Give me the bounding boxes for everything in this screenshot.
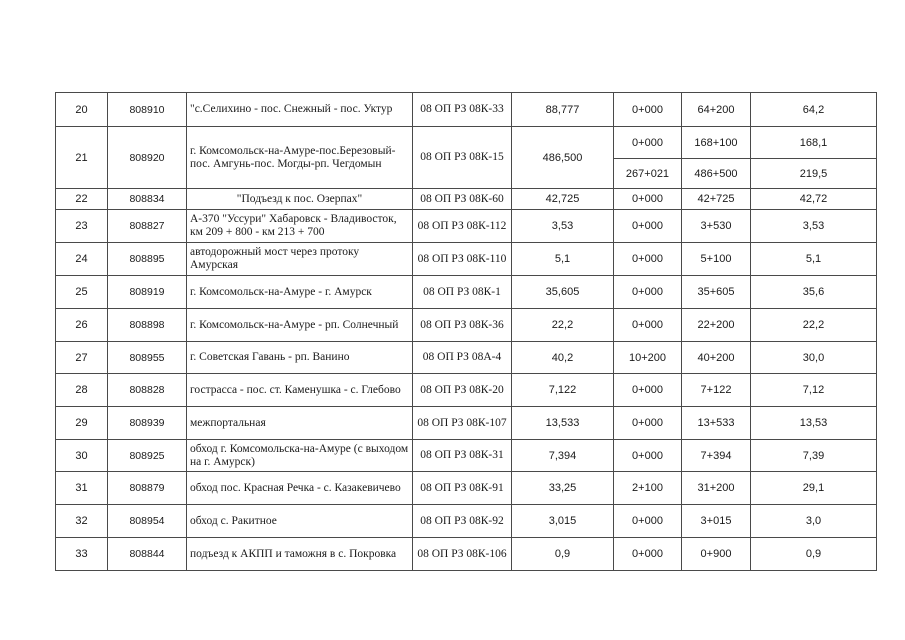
road-id-cell: 808910 (108, 93, 187, 127)
segment-length-cell: 13,53 (751, 407, 877, 440)
total-length-cell: 35,605 (512, 276, 614, 309)
road-name-cell: межпортальная (187, 407, 413, 440)
segment-length-cell: 30,0 (751, 342, 877, 374)
table-row (56, 472, 877, 505)
total-length-cell: 486,500 (512, 127, 614, 189)
registry-number-cell: 08 ОП РЗ 08К-60 (413, 189, 512, 210)
segment-end-cell: 7+394 (682, 440, 751, 472)
segment-length-cell: 35,6 (751, 276, 877, 309)
row-number-cell: 21 (56, 127, 108, 189)
row-number-cell: 20 (56, 93, 108, 127)
road-id-cell: 808898 (108, 309, 187, 342)
segment-start-cell: 0+000 (614, 538, 682, 571)
segment-length-cell: 3,53 (751, 210, 877, 243)
segment-length-cell: 29,1 (751, 472, 877, 505)
table-row (56, 538, 877, 571)
segment-length-cell: 22,2 (751, 309, 877, 342)
registry-number-cell: 08 ОП РЗ 08К-33 (413, 93, 512, 127)
segment-length-cell: 219,5 (751, 159, 877, 189)
total-length-cell: 22,2 (512, 309, 614, 342)
road-name-cell: гострасса - пос. ст. Каменушка - с. Глебово (187, 374, 413, 407)
road-name-cell: г. Комсомольск-на-Амуре - г. Амурск (187, 276, 413, 309)
segment-start-cell: 0+000 (614, 505, 682, 538)
registry-number-cell: 08 ОП РЗ 08К-20 (413, 374, 512, 407)
segment-end-cell: 7+122 (682, 374, 751, 407)
segment-length-cell: 7,12 (751, 374, 877, 407)
segment-end-cell: 5+100 (682, 243, 751, 276)
registry-number-cell: 08 ОП РЗ 08К-91 (413, 472, 512, 505)
row-number-cell: 29 (56, 407, 108, 440)
segment-start-cell: 0+000 (614, 243, 682, 276)
table-row (56, 93, 877, 127)
road-name-cell: г. Комсомольск-на-Амуре-пос.Березовый-пос. Амгунь-пос. Могды-рп. Чегдомын (187, 127, 413, 189)
road-name-cell: "Подъезд к пос. Озерпах" (187, 189, 413, 210)
segment-start-cell: 0+000 (614, 407, 682, 440)
row-number-cell: 26 (56, 309, 108, 342)
row-number-cell: 33 (56, 538, 108, 571)
row-number-cell: 30 (56, 440, 108, 472)
segment-start-cell: 0+000 (614, 189, 682, 210)
registry-number-cell: 08 ОП РЗ 08К-36 (413, 309, 512, 342)
total-length-cell: 13,533 (512, 407, 614, 440)
registry-number-cell: 08 ОП РЗ 08К-107 (413, 407, 512, 440)
segment-start-cell: 0+000 (614, 374, 682, 407)
roads-table (55, 92, 877, 571)
total-length-cell: 7,122 (512, 374, 614, 407)
total-length-cell: 3,53 (512, 210, 614, 243)
registry-number-cell: 08 ОП РЗ 08К-112 (413, 210, 512, 243)
total-length-cell: 33,25 (512, 472, 614, 505)
table-row (56, 309, 877, 342)
segment-start-cell: 0+000 (614, 276, 682, 309)
row-number-cell: 27 (56, 342, 108, 374)
road-id-cell: 808939 (108, 407, 187, 440)
road-name-cell: обход пос. Красная Речка - с. Казакевичево (187, 472, 413, 505)
registry-number-cell: 08 ОП РЗ 08К-110 (413, 243, 512, 276)
segment-length-cell: 7,39 (751, 440, 877, 472)
road-name-cell: А-370 "Уссури" Хабаровск - Владивосток, км 209 + 800 - км 213 + 700 (187, 210, 413, 243)
row-number-cell: 24 (56, 243, 108, 276)
segment-start-cell: 0+000 (614, 210, 682, 243)
segment-length-cell: 0,9 (751, 538, 877, 571)
segment-end-cell: 35+605 (682, 276, 751, 309)
segment-length-cell: 42,72 (751, 189, 877, 210)
registry-number-cell: 08 ОП РЗ 08К-92 (413, 505, 512, 538)
road-id-cell: 808844 (108, 538, 187, 571)
road-id-cell: 808895 (108, 243, 187, 276)
table-row (56, 440, 877, 472)
total-length-cell: 40,2 (512, 342, 614, 374)
segment-end-cell: 13+533 (682, 407, 751, 440)
row-number-cell: 31 (56, 472, 108, 505)
segment-start-cell: 267+021 (614, 159, 682, 189)
road-id-cell: 808925 (108, 440, 187, 472)
table-row (56, 127, 877, 159)
table-row (56, 407, 877, 440)
segment-start-cell: 0+000 (614, 93, 682, 127)
table-row (56, 276, 877, 309)
row-number-cell: 25 (56, 276, 108, 309)
registry-number-cell: 08 ОП РЗ 08А-4 (413, 342, 512, 374)
segment-start-cell: 2+100 (614, 472, 682, 505)
registry-number-cell: 08 ОП РЗ 08К-1 (413, 276, 512, 309)
road-id-cell: 808827 (108, 210, 187, 243)
segment-end-cell: 3+530 (682, 210, 751, 243)
table-row (56, 243, 877, 276)
segment-length-cell: 64,2 (751, 93, 877, 127)
table-body (56, 93, 877, 571)
table-row (56, 374, 877, 407)
road-name-cell: обход г. Комсомольска-на-Амуре (с выходом на г. Амурск) (187, 440, 413, 472)
road-name-cell: "с.Селихино - пос. Снежный - пос. Уктур (187, 93, 413, 127)
road-name-cell: г. Советская Гавань - рп. Ванино (187, 342, 413, 374)
segment-length-cell: 3,0 (751, 505, 877, 538)
road-id-cell: 808920 (108, 127, 187, 189)
registry-number-cell: 08 ОП РЗ 08К-15 (413, 127, 512, 189)
segment-end-cell: 0+900 (682, 538, 751, 571)
road-name-cell: подъезд к АКПП и таможня в с. Покровка (187, 538, 413, 571)
total-length-cell: 7,394 (512, 440, 614, 472)
row-number-cell: 32 (56, 505, 108, 538)
table-row (56, 505, 877, 538)
registry-number-cell: 08 ОП РЗ 08К-31 (413, 440, 512, 472)
segment-end-cell: 22+200 (682, 309, 751, 342)
document-page (55, 92, 876, 571)
road-name-cell: обход с. Ракитное (187, 505, 413, 538)
segment-end-cell: 3+015 (682, 505, 751, 538)
segment-end-cell: 64+200 (682, 93, 751, 127)
segment-length-cell: 168,1 (751, 127, 877, 159)
total-length-cell: 42,725 (512, 189, 614, 210)
table-row (56, 189, 877, 210)
total-length-cell: 3,015 (512, 505, 614, 538)
table-row (56, 342, 877, 374)
table-row (56, 210, 877, 243)
segment-start-cell: 0+000 (614, 440, 682, 472)
total-length-cell: 5,1 (512, 243, 614, 276)
road-id-cell: 808879 (108, 472, 187, 505)
segment-end-cell: 31+200 (682, 472, 751, 505)
row-number-cell: 28 (56, 374, 108, 407)
segment-end-cell: 42+725 (682, 189, 751, 210)
segment-start-cell: 10+200 (614, 342, 682, 374)
segment-length-cell: 5,1 (751, 243, 877, 276)
road-name-cell: г. Комсомольск-на-Амуре - рп. Солнечный (187, 309, 413, 342)
row-number-cell: 23 (56, 210, 108, 243)
total-length-cell: 0,9 (512, 538, 614, 571)
segment-start-cell: 0+000 (614, 127, 682, 159)
row-number-cell: 22 (56, 189, 108, 210)
road-id-cell: 808828 (108, 374, 187, 407)
segment-end-cell: 168+100 (682, 127, 751, 159)
road-id-cell: 808834 (108, 189, 187, 210)
road-id-cell: 808955 (108, 342, 187, 374)
road-id-cell: 808954 (108, 505, 187, 538)
segment-end-cell: 486+500 (682, 159, 751, 189)
registry-number-cell: 08 ОП РЗ 08К-106 (413, 538, 512, 571)
total-length-cell: 88,777 (512, 93, 614, 127)
segment-start-cell: 0+000 (614, 309, 682, 342)
road-name-cell: автодорожный мост через протоку Амурская (187, 243, 413, 276)
segment-end-cell: 40+200 (682, 342, 751, 374)
road-id-cell: 808919 (108, 276, 187, 309)
